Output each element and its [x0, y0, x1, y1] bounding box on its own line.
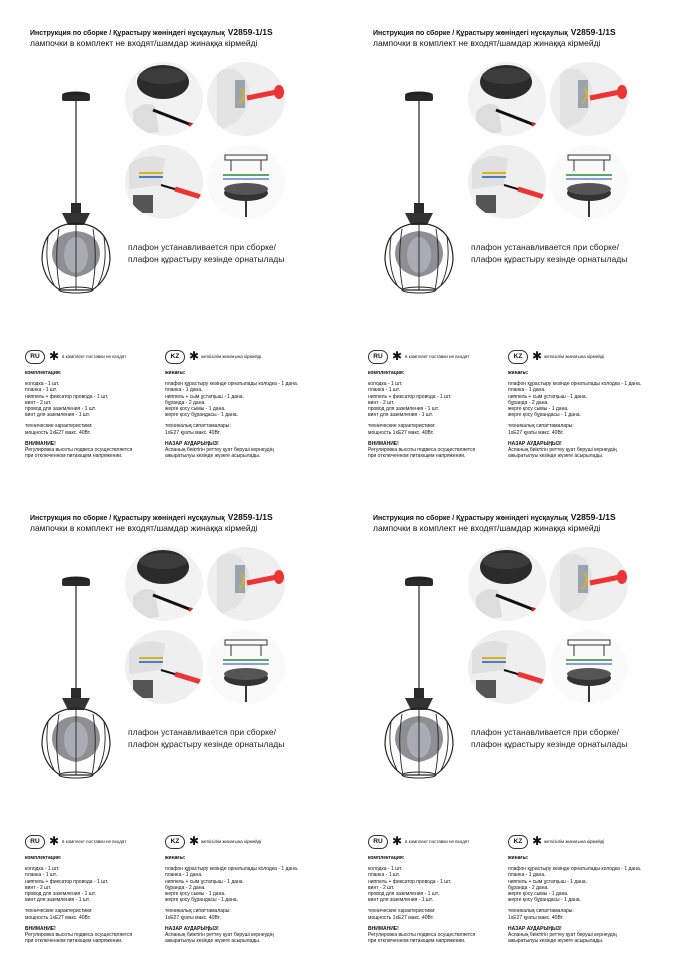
bracket-wire-photo	[207, 547, 285, 621]
mounting-diagram	[550, 145, 628, 219]
kz-tech-value: 1хE27 қуаты макс. 40Вт.	[165, 914, 221, 921]
kz-kit-item: жерге қосу бұрандасы - 1 дана.	[508, 897, 581, 904]
ru-specs-column	[25, 855, 132, 944]
header-block	[373, 512, 673, 533]
kz-specs-column	[508, 370, 641, 459]
mounting-diagram	[550, 630, 628, 704]
ru-kit-item: винт - 2 шт.	[368, 884, 395, 891]
ru-specs-column	[368, 855, 475, 944]
model-code: V2859-1/1S	[227, 27, 273, 37]
kz-badge: KZ	[165, 835, 185, 849]
ru-kit-heading: комплектация:	[368, 855, 405, 861]
ru-kit-item: планка - 1 шт.	[368, 872, 400, 879]
ru-tech-value: мощность 1хE27 макс. 40Вт.	[25, 914, 91, 921]
kz-specs-column	[165, 855, 298, 944]
asterisk-icon: ✱	[392, 834, 403, 848]
ru-kit-heading: комплектация:	[25, 370, 62, 376]
asterisk-icon: ✱	[189, 834, 200, 848]
shade-note-line: плафон құрастыру кезінде орнатылады	[471, 253, 628, 264]
kz-kit-item: жерге қосу бұрандасы - 1 дана.	[165, 412, 238, 419]
pendant-lamp-illustration	[361, 85, 461, 300]
kz-kit-heading: жинағы:	[165, 370, 186, 376]
kz-warning-text: ажыратылуы кезінде жүзеге асырылады.	[508, 453, 604, 460]
ru-kit-item: провод для заземления - 1 шт.	[25, 891, 96, 898]
kz-kit-item: бұранда - 2 дана.	[165, 399, 206, 406]
kz-kit-item: жерге қосу бұрандасы - 1 дана.	[165, 897, 238, 904]
kz-warning-text: Аспаның биіктігін реттеу қуат беруші кернеудің	[165, 932, 274, 939]
kz-warning-text: ажыратылуы кезінде жүзеге асырылады.	[165, 453, 261, 460]
ru-warning-text: при отключенном питающем напряжении.	[25, 453, 123, 460]
kz-kit-item: жерге қосу бұрандасы - 1 дана.	[508, 412, 581, 419]
ru-kit-item: ниппель + фиксатор провода - 1 шт.	[368, 878, 452, 885]
kz-kit-item: ниппель + сым ұстатқыш - 1 дана.	[508, 878, 587, 885]
kz-not-included-note: жеткізілім жинағына кірмейді	[544, 839, 605, 844]
kz-warning-text: Аспаның биіктігін реттеу қуат беруші кернеудің	[165, 447, 274, 454]
asterisk-icon: ✱	[189, 349, 200, 363]
subheader: лампочки в комплект не входят/шамдар жинаққа кірмейді	[373, 523, 601, 533]
ru-not-included-note: в комплект поставки не входят	[62, 839, 127, 844]
ru-kit-item: ниппель + фиксатор провода - 1 шт.	[25, 878, 109, 885]
kz-not-included-note: жеткізілім жинағына кірмейді	[544, 354, 605, 359]
kz-warning-text: ажыратылуы кезінде жүзеге асырылады.	[508, 938, 604, 945]
kz-not-included-note: жеткізілім жинағына кірмейді	[201, 354, 262, 359]
kz-badge: KZ	[165, 350, 185, 364]
header-title	[30, 512, 330, 522]
ru-specs-column	[368, 370, 475, 459]
kz-tech-heading: техникалық сипаттамалары:	[508, 423, 574, 430]
instruction-panel	[0, 0, 342, 485]
ru-badge: RU	[25, 350, 45, 364]
asterisk-icon: ✱	[49, 349, 60, 363]
ru-tech-heading: технические характеристики:	[368, 908, 436, 915]
ru-kit-heading: комплектация:	[25, 855, 62, 861]
kz-tech-heading: техникалық сипаттамалары:	[508, 908, 574, 915]
subheader: лампочки в комплект не входят/шамдар жинаққа кірмейді	[373, 38, 601, 48]
kz-specs-column	[508, 855, 641, 944]
instruction-panel	[343, 485, 685, 970]
ru-warning-heading: ВНИМАНИЕ!	[368, 440, 399, 447]
kz-kit-item: жерге қосу сымы - 1 дана.	[165, 406, 226, 413]
ru-not-included-note: в комплект поставки не входят	[62, 354, 127, 359]
ru-warning-text: при отключенном питающем напряжении.	[368, 938, 466, 945]
shade-note-line: плафон устанавливается при сборке/	[471, 727, 619, 737]
ru-warning-heading: ВНИМАНИЕ!	[25, 925, 56, 932]
canopy-screwdriver-photo	[125, 547, 203, 621]
kz-kit-item: бұранда - 2 дана.	[508, 399, 549, 406]
shade-note-line: плафон устанавливается при сборке/	[128, 242, 276, 252]
ru-kit-heading: комплектация:	[368, 370, 405, 376]
ru-kit-item: провод для заземления - 1 шт.	[368, 406, 439, 413]
ru-badge: RU	[368, 835, 388, 849]
shade-note-line: плафон құрастыру кезінде орнатылады	[128, 738, 285, 749]
pendant-lamp-illustration	[361, 570, 461, 785]
kz-kit-item: плафон құрастыру кезінде орнатылады колодка - 1 дана.	[508, 381, 642, 388]
instruction-panel	[0, 485, 342, 970]
kz-tech-heading: техникалық сипаттамалары:	[165, 423, 231, 430]
ru-kit-item: винт - 2 шт.	[25, 399, 52, 406]
header-title	[373, 27, 673, 37]
kz-kit-item: бұранда - 2 дана.	[508, 884, 549, 891]
kz-kit-item: планка - 1 дана.	[508, 387, 546, 394]
bracket-wire-photo	[550, 547, 628, 621]
asterisk-icon: ✱	[392, 349, 403, 363]
kz-kit-item: плафон құрастыру кезінде орнатылады колодка - 1 дана.	[165, 381, 299, 388]
kz-kit-item: ниппель + сым ұстатқыш - 1 дана.	[165, 878, 244, 885]
wire-clamp-photo	[125, 145, 203, 219]
ru-warning-text: Регулировка высоты подвеса осуществляется	[368, 447, 476, 454]
ru-kit-item: планка - 1 шт.	[25, 387, 57, 394]
kz-warning-text: Аспаның биіктігін реттеу қуат беруші кернеудің	[508, 447, 617, 454]
instruction-panel	[343, 0, 685, 485]
kz-badge: KZ	[508, 835, 528, 849]
ru-kit-item: винт для заземления - 1 шт.	[368, 412, 434, 419]
kz-warning-heading: НАЗАР АУДАРЫҢЫЗ!	[508, 440, 562, 447]
asterisk-icon: ✱	[532, 349, 543, 363]
ru-tech-value: мощность 1хE27 макс. 40Вт.	[368, 429, 434, 436]
ru-not-included-note: в комплект поставки не входят	[405, 354, 470, 359]
canopy-screwdriver-photo	[125, 62, 203, 136]
shade-note	[471, 727, 627, 750]
ru-kit-item: ниппель + фиксатор провода - 1 шт.	[25, 393, 109, 400]
header-block	[30, 27, 330, 48]
shade-note	[471, 242, 627, 265]
kz-tech-value: 1хE27 қуаты макс. 40Вт.	[508, 429, 564, 436]
shade-note-line: плафон құрастыру кезінде орнатылады	[471, 738, 628, 749]
canopy-screwdriver-photo	[468, 62, 546, 136]
ru-kit-item: колодка - 1 шт.	[25, 866, 60, 873]
kz-kit-heading: жинағы:	[508, 855, 529, 861]
ru-kit-item: провод для заземления - 1 шт.	[368, 891, 439, 898]
ru-warning-heading: ВНИМАНИЕ!	[368, 925, 399, 932]
ru-badge: RU	[25, 835, 45, 849]
ru-tech-heading: технические характеристики:	[368, 423, 436, 430]
kz-warning-text: Аспаның биіктігін реттеу қуат беруші кернеудің	[508, 932, 617, 939]
kz-warning-heading: НАЗАР АУДАРЫҢЫЗ!	[165, 925, 219, 932]
kz-tech-value: 1хE27 қуаты макс. 40Вт.	[508, 914, 564, 921]
mounting-diagram	[207, 630, 285, 704]
wire-clamp-photo	[125, 630, 203, 704]
kz-warning-heading: НАЗАР АУДАРЫҢЫЗ!	[165, 440, 219, 447]
ru-kit-item: колодка - 1 шт.	[368, 381, 403, 388]
asterisk-icon: ✱	[49, 834, 60, 848]
wire-clamp-photo	[468, 145, 546, 219]
model-code: V2859-1/1S	[570, 27, 616, 37]
ru-kit-item: винт для заземления - 1 шт.	[368, 897, 434, 904]
shade-note-line: плафон устанавливается при сборке/	[471, 242, 619, 252]
subheader: лампочки в комплект не входят/шамдар жинаққа кірмейді	[30, 523, 258, 533]
kz-kit-heading: жинағы:	[165, 855, 186, 861]
ru-kit-item: винт для заземления - 1 шт.	[25, 897, 91, 904]
ru-kit-item: ниппель + фиксатор провода - 1 шт.	[368, 393, 452, 400]
header-block	[373, 27, 673, 48]
kz-kit-item: планка - 1 дана.	[508, 872, 546, 879]
kz-kit-item: планка - 1 дана.	[165, 387, 203, 394]
model-code: V2859-1/1S	[570, 512, 616, 522]
ru-kit-item: винт - 2 шт.	[368, 399, 395, 406]
ru-warning-text: Регулировка высоты подвеса осуществляется	[25, 932, 133, 939]
header-block	[30, 512, 330, 533]
model-code: V2859-1/1S	[227, 512, 273, 522]
kz-kit-item: плафон құрастыру кезінде орнатылады колодка - 1 дана.	[508, 866, 642, 873]
kz-kit-item: планка - 1 дана.	[165, 872, 203, 879]
ru-kit-item: винт - 2 шт.	[25, 884, 52, 891]
kz-kit-item: бұранда - 2 дана.	[165, 884, 206, 891]
kz-kit-item: жерге қосу сымы - 1 дана.	[508, 406, 569, 413]
ru-not-included-note: в комплект поставки не входят	[405, 839, 470, 844]
ru-tech-heading: технические характеристики:	[25, 423, 93, 430]
kz-kit-heading: жинағы:	[508, 370, 529, 376]
canopy-screwdriver-photo	[468, 547, 546, 621]
header-title	[373, 512, 673, 522]
ru-badge: RU	[368, 350, 388, 364]
wire-clamp-photo	[468, 630, 546, 704]
ru-kit-item: планка - 1 шт.	[25, 872, 57, 879]
ru-tech-value: мощность 1хE27 макс. 40Вт.	[368, 914, 434, 921]
asterisk-icon: ✱	[532, 834, 543, 848]
mounting-diagram	[207, 145, 285, 219]
ru-warning-heading: ВНИМАНИЕ!	[25, 440, 56, 447]
shade-note	[128, 727, 284, 750]
ru-kit-item: колодка - 1 шт.	[25, 381, 60, 388]
ru-specs-column	[25, 370, 132, 459]
shade-note-line: плафон құрастыру кезінде орнатылады	[128, 253, 285, 264]
kz-warning-text: ажыратылуы кезінде жүзеге асырылады.	[165, 938, 261, 945]
kz-tech-heading: техникалық сипаттамалары:	[165, 908, 231, 915]
kz-not-included-note: жеткізілім жинағына кірмейді	[201, 839, 262, 844]
header-text: Инструкция по сборке / Құрастыру жөніндегі нұсқаулық	[30, 30, 225, 37]
subheader: лампочки в комплект не входят/шамдар жинаққа кірмейді	[30, 38, 258, 48]
header-title	[30, 27, 330, 37]
kz-kit-item: ниппель + сым ұстатқыш - 1 дана.	[165, 393, 244, 400]
header-text: Инструкция по сборке / Құрастыру жөніндегі нұсқаулық	[30, 515, 225, 522]
kz-kit-item: плафон құрастыру кезінде орнатылады колодка - 1 дана.	[165, 866, 299, 873]
kz-kit-item: ниппель + сым ұстатқыш - 1 дана.	[508, 393, 587, 400]
ru-warning-text: при отключенном питающем напряжении.	[368, 453, 466, 460]
ru-kit-item: колодка - 1 шт.	[368, 866, 403, 873]
bracket-wire-photo	[550, 62, 628, 136]
ru-warning-text: при отключенном питающем напряжении.	[25, 938, 123, 945]
kz-kit-item: жерге қосу сымы - 1 дана.	[508, 891, 569, 898]
ru-tech-heading: технические характеристики:	[25, 908, 93, 915]
kz-tech-value: 1хE27 қуаты макс. 40Вт.	[165, 429, 221, 436]
header-text: Инструкция по сборке / Құрастыру жөніндегі нұсқаулық	[373, 30, 568, 37]
kz-warning-heading: НАЗАР АУДАРЫҢЫЗ!	[508, 925, 562, 932]
ru-kit-item: винт для заземления - 1 шт.	[25, 412, 91, 419]
kz-specs-column	[165, 370, 298, 459]
ru-kit-item: планка - 1 шт.	[368, 387, 400, 394]
ru-warning-text: Регулировка высоты подвеса осуществляется	[368, 932, 476, 939]
header-text: Инструкция по сборке / Құрастыру жөніндегі нұсқаулық	[373, 515, 568, 522]
ru-warning-text: Регулировка высоты подвеса осуществляется	[25, 447, 133, 454]
pendant-lamp-illustration	[18, 85, 118, 300]
shade-note	[128, 242, 284, 265]
kz-kit-item: жерге қосу сымы - 1 дана.	[165, 891, 226, 898]
ru-kit-item: провод для заземления - 1 шт.	[25, 406, 96, 413]
kz-badge: KZ	[508, 350, 528, 364]
ru-tech-value: мощность 1хE27 макс. 40Вт.	[25, 429, 91, 436]
pendant-lamp-illustration	[18, 570, 118, 785]
shade-note-line: плафон устанавливается при сборке/	[128, 727, 276, 737]
bracket-wire-photo	[207, 62, 285, 136]
